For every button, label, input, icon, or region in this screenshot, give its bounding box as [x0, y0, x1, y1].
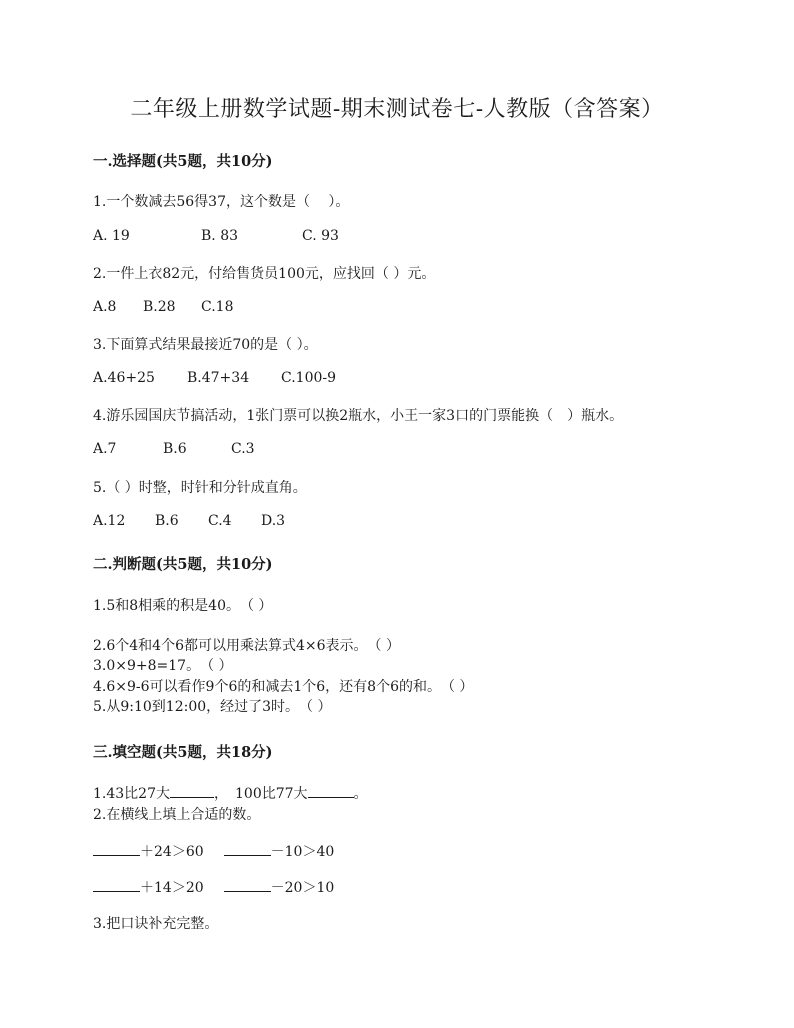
options-2: [93, 299, 233, 315]
option-b: B. 83: [201, 228, 239, 244]
question-3: 3.下面算式结果最接近70的是（ ）。: [93, 337, 318, 353]
judgement-1: 1.5和8相乘的积是40。 （ ）: [93, 598, 273, 614]
section-heading-choice: 一.选择题(共5题，共10分): [93, 153, 273, 170]
inequality-2: －10＞40: [270, 844, 335, 860]
option-c: C.3: [231, 441, 255, 457]
judgement-2: 2.6个4和4个6都可以用乘法算式4×6表示。 （ ）: [93, 638, 400, 654]
options-4: [93, 441, 255, 457]
fill-question-3: 3.把口诀补充完整。: [93, 916, 219, 932]
answer-blank[interactable]: [224, 843, 271, 856]
option-a: A.46+25: [93, 370, 155, 386]
answer-blank[interactable]: [93, 843, 140, 856]
options-3: [93, 370, 336, 386]
option-a: A.8: [93, 299, 117, 315]
answer-blank[interactable]: [224, 879, 271, 892]
option-c: C.100-9: [281, 370, 337, 386]
page-title: 二年级上册数学试题-期末测试卷七-人教版（含答案）: [130, 97, 664, 122]
judgement-3: 3.0×9+8=17。 （ ）: [93, 658, 233, 674]
answer-blank[interactable]: [170, 785, 214, 798]
option-b: B.28: [143, 299, 176, 315]
question-2: 2.一件上衣82元，付给售货员100元，应找回（ ）元。: [93, 266, 436, 282]
option-a: A.12: [93, 513, 126, 529]
fill-q1-part-b: ， 100比77大: [214, 786, 308, 802]
inequality-row-2: [93, 877, 334, 897]
fill-q1-part-c: 。: [353, 786, 368, 802]
inequality-row-1: [93, 841, 334, 861]
judgement-5: 5.从9:10到12:00，经过了3时。 （ ）: [93, 699, 332, 715]
option-c: C.4: [208, 513, 232, 529]
section-heading-fill: 三.填空题(共5题，共18分): [93, 744, 273, 761]
fill-q1-part-a: 1.43比27大: [93, 786, 170, 802]
section-heading-judgement: 二.判断题(共5题，共10分): [93, 556, 273, 573]
option-b: B.6: [163, 441, 187, 457]
inequality-3: ＋14＞20: [140, 880, 204, 896]
fill-question-2: 2.在横线上填上合适的数。: [93, 807, 261, 823]
option-a: A. 19: [93, 228, 130, 244]
inequality-1: ＋24＞60: [140, 844, 204, 860]
option-b: B.6: [155, 513, 179, 529]
judgement-4: 4.6×9-6可以看作9个6的和减去1个6，还有8个6的和。 （ ）: [93, 679, 474, 695]
option-c: C.18: [201, 299, 234, 315]
option-d: D.3: [261, 513, 286, 529]
inequality-4: －20＞10: [270, 880, 335, 896]
answer-blank[interactable]: [308, 785, 354, 798]
answer-blank[interactable]: [93, 879, 140, 892]
option-b: B.47+34: [187, 370, 250, 386]
options-5: [93, 513, 285, 529]
fill-question-1: [93, 783, 368, 803]
option-a: A.7: [93, 441, 117, 457]
question-1: 1.一个数减去56得37，这个数是（ ）。: [93, 194, 350, 210]
option-c: C. 93: [302, 228, 339, 244]
question-4: 4.游乐园国庆节搞活动，1张门票可以换2瓶水，小王一家3口的门票能换（ ）瓶水。: [93, 408, 624, 424]
question-5: 5.（ ）时整，时针和分针成直角。: [93, 480, 307, 496]
options-1: [93, 228, 339, 244]
